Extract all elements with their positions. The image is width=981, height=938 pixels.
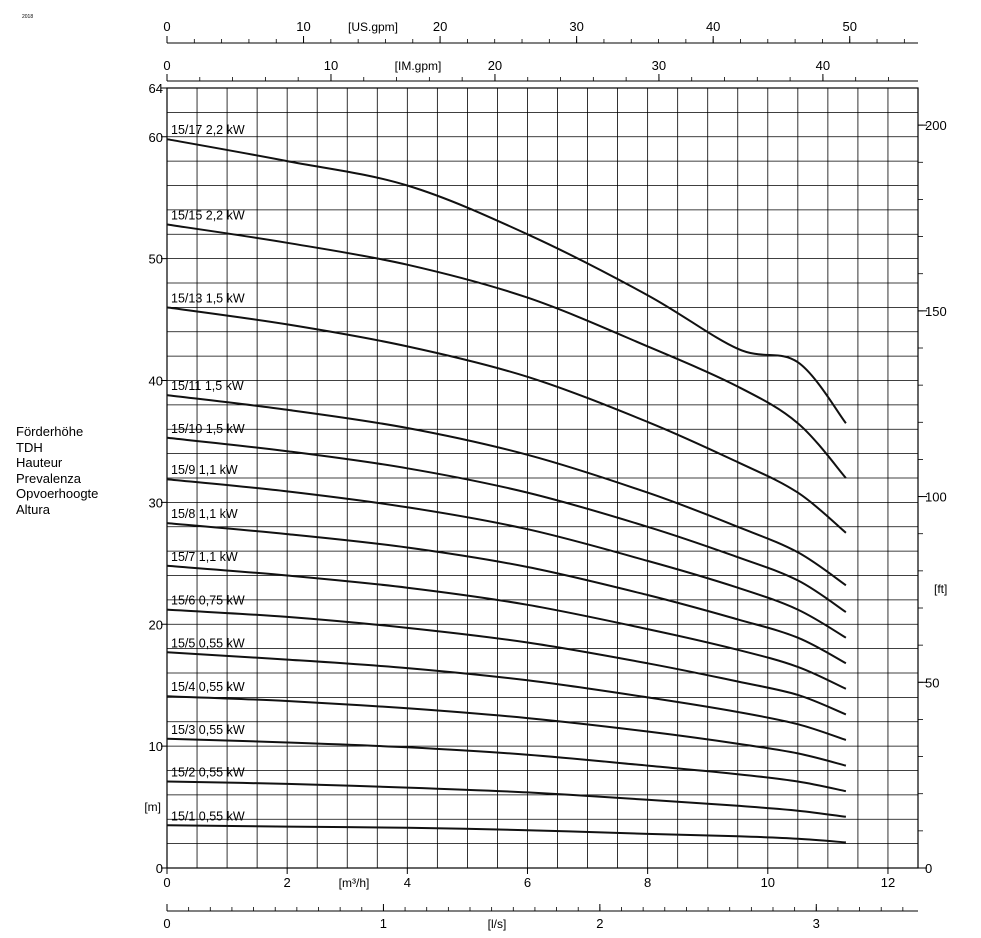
curve-9	[167, 652, 846, 740]
bottom-tick-label: 4	[403, 875, 411, 890]
ls-axis-unit: [l/s]	[487, 917, 507, 931]
im-tick-label: 30	[651, 58, 667, 73]
y-axis-title-de: Förderhöhe	[16, 424, 84, 439]
right-tick-label: 100	[925, 489, 947, 505]
us-tick-label: 50	[842, 19, 857, 34]
curve-6	[167, 523, 846, 663]
curve-label-7: 15/7 1,1 kW	[171, 549, 238, 564]
y-axis-title-es: Altura	[16, 501, 50, 517]
y-axis-title-it: Prevalenza	[16, 470, 82, 486]
left-tick-label: 40	[148, 373, 163, 389]
ls-tick-label: 2	[596, 916, 604, 931]
us-tick-label: 20	[432, 19, 448, 34]
left-tick-label: 20	[148, 617, 163, 633]
us-tick-label: 40	[705, 19, 721, 34]
curve-label-3: 15/11 1,5 kW	[171, 379, 244, 394]
bottom-tick-label: 2	[283, 875, 291, 890]
left-tick-label: 50	[148, 251, 163, 267]
im-tick-label: 10	[323, 58, 339, 73]
curve-label-5: 15/9 1,1 kW	[171, 463, 238, 478]
left-tick-label: 60	[148, 129, 163, 145]
us-axis-unit: [US.gpm]	[347, 20, 399, 34]
right-axis-unit: [ft]	[934, 582, 948, 596]
bottom-tick-label: 8	[644, 875, 652, 890]
curve-2	[167, 307, 846, 532]
grid	[167, 88, 918, 868]
curve-label-13: 15/1 0,55 kW	[171, 809, 245, 824]
ls-tick-label: 3	[812, 916, 820, 931]
curve-label-9: 15/5 0,55 kW	[171, 636, 245, 651]
curve-13	[167, 825, 846, 842]
curve-label-8: 15/6 0,75 kW	[171, 593, 245, 608]
curve-label-6: 15/8 1,1 kW	[171, 507, 238, 522]
right-tick-label: 200	[925, 118, 947, 134]
im-tick-label: 0	[163, 58, 171, 73]
curve-7	[167, 566, 846, 689]
ls-tick-label: 0	[163, 916, 171, 931]
y-axis-title-nl: Opvoerhoogte	[16, 486, 99, 501]
corner-mark: 2018	[22, 14, 34, 20]
bottom-tick-label: 6	[523, 875, 532, 890]
right-tick-label: 150	[925, 303, 947, 319]
im-tick-label: 40	[815, 58, 831, 73]
curve-labels	[171, 123, 245, 823]
left-tick-label: 64	[148, 81, 163, 96]
us-tick-label: 0	[163, 19, 171, 34]
bottom-tick-label: 10	[760, 875, 776, 890]
bottom-tick-label: 0	[163, 875, 171, 890]
us-tick-label: 10	[296, 19, 311, 34]
left-tick-label: 10	[148, 739, 163, 755]
curve-10	[167, 696, 846, 765]
ls-tick-label: 1	[379, 916, 388, 931]
us-tick-label: 30	[569, 19, 584, 34]
curve-label-12: 15/2 0,55 kW	[171, 765, 245, 780]
bottom-axis-unit: [m³/h]	[338, 876, 370, 890]
curve-label-11: 15/3 0,55 kW	[171, 722, 245, 737]
y-axis-title-fr: Hauteur	[16, 455, 63, 470]
left-axis-unit: [m]	[144, 800, 161, 814]
y-axis-title-en: TDH	[16, 439, 43, 455]
left-tick-label: 0	[155, 861, 163, 876]
right-tick-label: 50	[925, 675, 940, 691]
curve-label-0: 15/17 2,2 kW	[171, 123, 245, 138]
curve-label-4: 15/10 1,5 kW	[171, 421, 245, 436]
curves	[167, 139, 846, 842]
left-tick-label: 30	[148, 495, 163, 511]
curve-label-2: 15/13 1,5 kW	[171, 291, 245, 306]
curve-label-10: 15/4 0,55 kW	[171, 680, 245, 695]
bottom-tick-label: 12	[880, 875, 896, 890]
curve-label-1: 15/15 2,2 kW	[171, 208, 245, 223]
right-tick-label: 0	[925, 861, 933, 876]
curve-8	[167, 610, 846, 715]
im-tick-label: 20	[487, 58, 503, 73]
im-axis-unit: [IM.gpm]	[394, 59, 442, 73]
curve-12	[167, 782, 846, 817]
